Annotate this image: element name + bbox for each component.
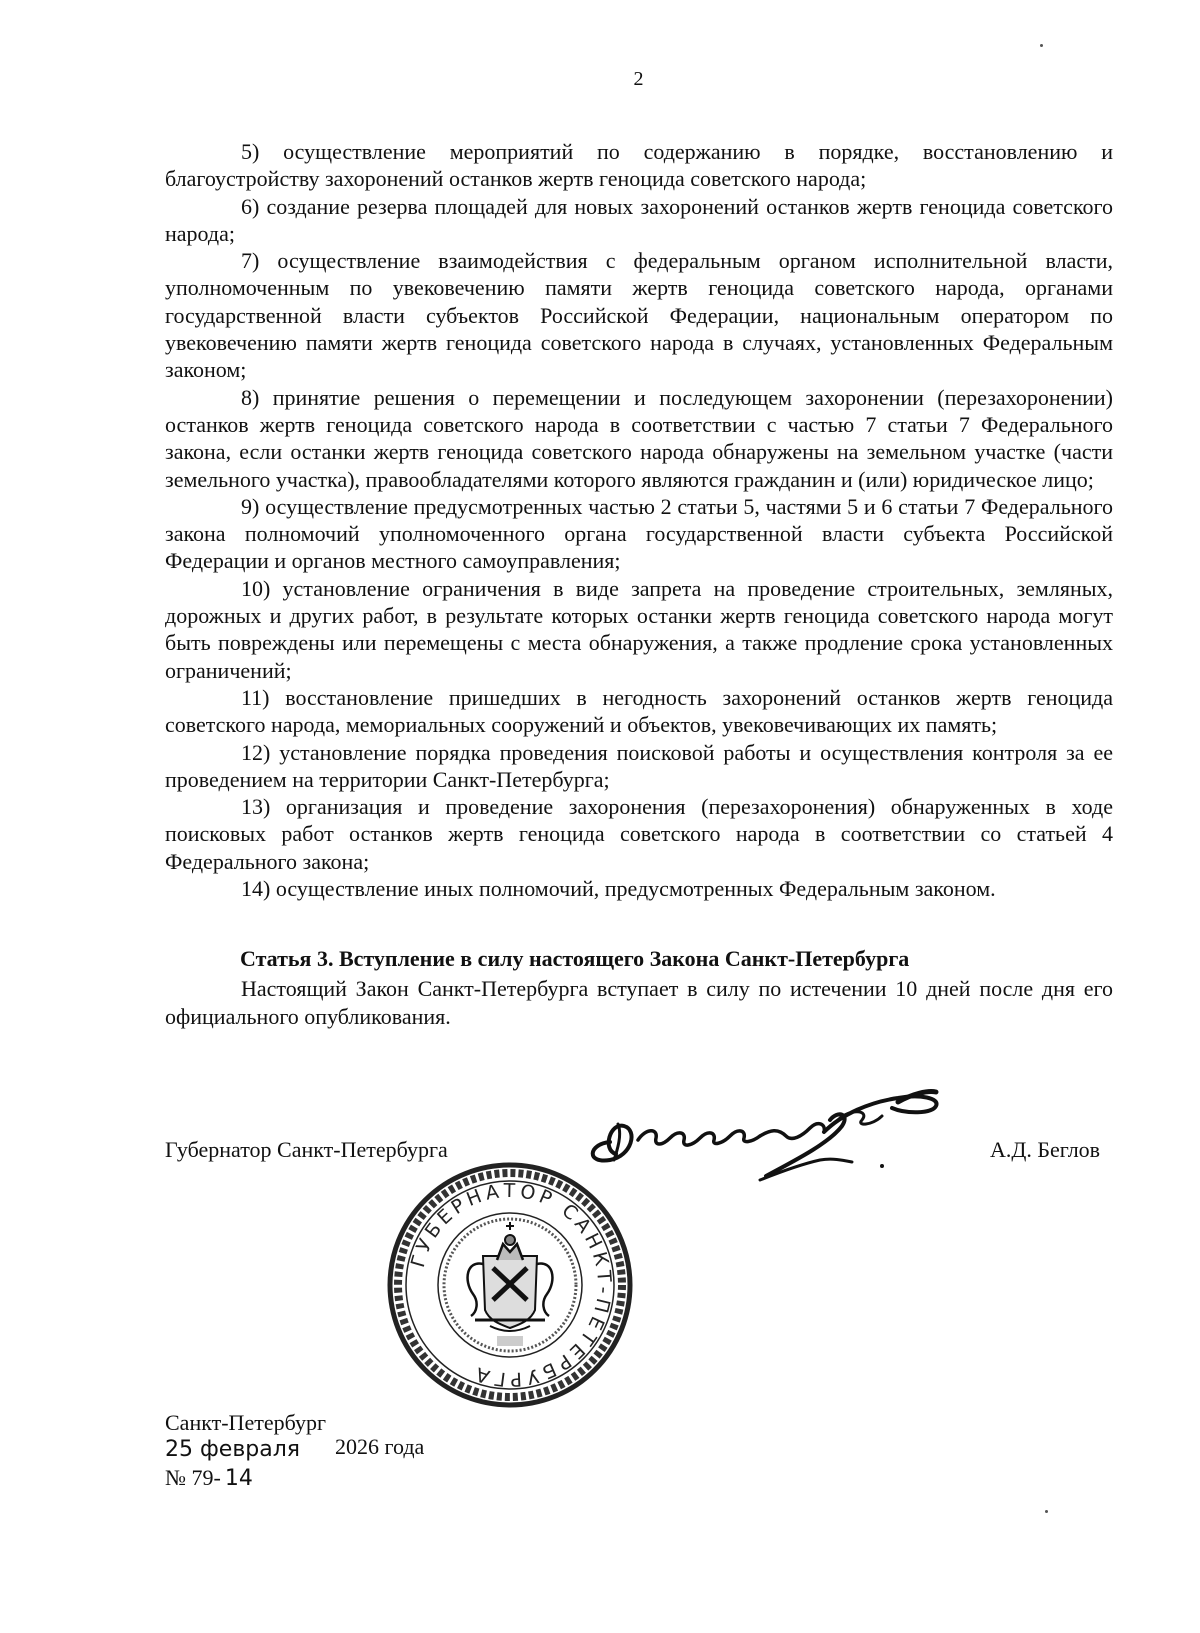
list-item: 5) осуществление мероприятий по содержанию в порядке, восстановлению и благоустройству захоронений останков жертв геноцида советского народа;: [165, 139, 1113, 192]
list-item: 8) принятие решения о перемещении и последующем захоронении (перезахоронении) останков жертв геноцида советского народа в соответствии с частью 7 статьи 7 Федерального закона, если останки жертв геноцида советского народа обнаружены на земельном участке (части земельного участка), правообладателями которого являются гражданин и (или) юридическое лицо;: [165, 384, 1113, 492]
list-item: 9) осуществление предусмотренных частью 2 статьи 5, частями 5 и 6 статьи 7 Федерального закона полномочий уполномоченного органа государственной власти субъекта Российской Федерации и органов местного самоуправления;: [165, 493, 1113, 574]
scan-speck: [1040, 44, 1043, 47]
seal-text: ГУБЕРНАТОР САНКТ-ПЕТЕРБУРГА: [406, 1179, 616, 1391]
document-number-value: 14: [224, 1466, 253, 1491]
place-of-signing: Санкт-Петербург: [165, 1410, 326, 1435]
coat-of-arms-icon: [468, 1222, 553, 1331]
official-seal: [385, 1160, 635, 1410]
document-number-prefix: № 79-: [165, 1465, 221, 1490]
page-number: 2: [633, 68, 644, 90]
handwritten-signature: [580, 1080, 1000, 1190]
article-body: Настоящий Закон Санкт-Петербурга вступает в силу по истечении 10 дней после дня его официального опубликования.: [165, 976, 1113, 1029]
scan-speck: [1045, 1510, 1048, 1513]
list-item: 14) осуществление иных полномочий, предусмотренных Федеральным законом.: [241, 876, 996, 902]
article-title: Статья 3. Вступление в силу настоящего Закона Санкт-Петербурга: [240, 946, 910, 971]
signatory-title: Губернатор Санкт-Петербурга: [165, 1137, 448, 1162]
list-item: 12) установление порядка проведения поисковой работы и осуществления контроля за ее проведением на территории Санкт-Петербурга;: [165, 739, 1113, 792]
list-item: 11) восстановление пришедших в негодность захоронений останков жертв геноцида советского народа, мемориальных сооружений и объектов, увековечивающих их память;: [165, 684, 1113, 738]
list-item: 10) установление ограничения в виде запрета на проведение строительных, земляных, дорожных и других работ, в результате которых останки жертв геноцида советского народа могут быть повреждены или перемещены с места обнаружения, а также продление срока установленных ограничений;: [165, 575, 1113, 683]
list-item: 13) организация и проведение захоронения (перезахоронения) обнаруженных в ходе поисковых работ останков жертв геноцида советского народа в соответствии со статьей 4 Федерального закона;: [165, 794, 1113, 874]
document-number: [165, 1465, 253, 1491]
date-year: 2026 года: [335, 1434, 425, 1459]
date-day-month: 25 февраля: [165, 1437, 301, 1462]
list-item: 7) осуществление взаимодействия с федеральным органом исполнительной власти, уполномоченным по увековечению памяти жертв геноцида советского народа, органами государственной власти субъектов Российской Федерации, национальным оператором по увековечению памяти жертв геноцида советского народа в случаях, установленных Федеральным законом;: [165, 248, 1113, 383]
list-item: 6) создание резерва площадей для новых захоронений останков жертв геноцида советского народа;: [165, 193, 1113, 246]
powers-list: [165, 138, 1113, 902]
signatory-name: А.Д. Беглов: [990, 1137, 1101, 1162]
